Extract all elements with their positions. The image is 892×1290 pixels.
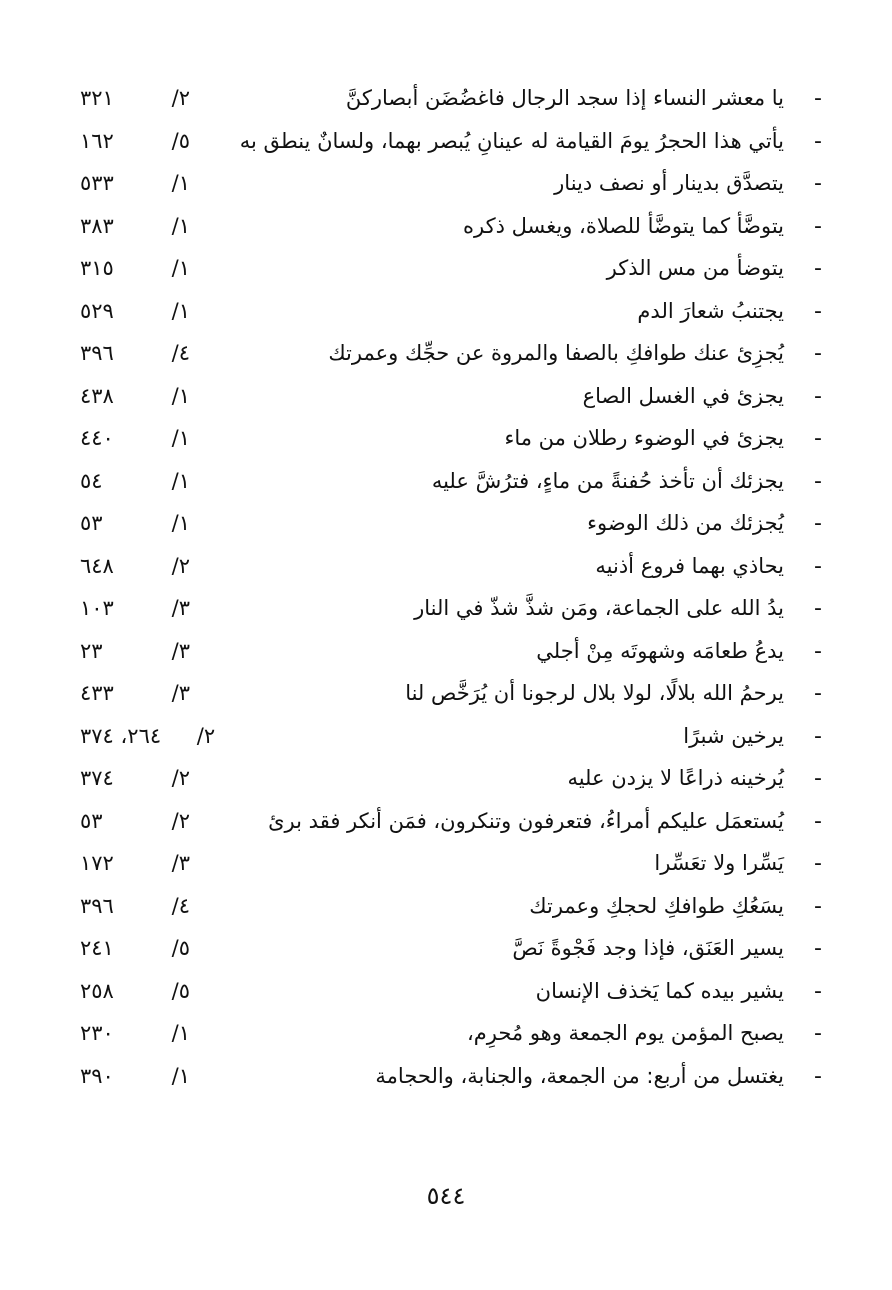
reference-page: ٢٦٤، ٣٧٤ bbox=[80, 723, 162, 748]
reference-page: ٣١٥ bbox=[80, 256, 114, 280]
hadith-text: يدُ الله على الجماعة، ومَن شذَّ شذّ في النار bbox=[414, 596, 784, 620]
hadith-text: يجزئ في الغسل الصاع bbox=[582, 383, 784, 408]
reference-volume: /٢ bbox=[171, 553, 190, 578]
reference bbox=[80, 507, 190, 539]
reference-volume: /١ bbox=[171, 468, 190, 493]
reference-page: ١٠٣ bbox=[80, 596, 114, 620]
index-entry bbox=[0, 333, 892, 376]
hadith-text: يُستعمَل عليكم أمراءُ، فتعرفون وتنكرون، فمَن أنكر فقد برئ bbox=[268, 808, 784, 833]
reference bbox=[80, 762, 190, 794]
reference-volume: /٢ bbox=[171, 808, 190, 833]
reference-page: ٥٣ bbox=[80, 808, 103, 833]
reference-volume: /٣ bbox=[171, 681, 190, 705]
entry-dash: - bbox=[814, 766, 822, 791]
reference-page: ٤٤٠ bbox=[80, 426, 114, 450]
index-entry bbox=[0, 418, 892, 461]
index-entry bbox=[0, 206, 892, 249]
reference bbox=[80, 125, 190, 157]
entry-dash: - bbox=[814, 256, 822, 281]
index-entry bbox=[0, 801, 892, 844]
reference-volume: /١ bbox=[171, 383, 190, 408]
hadith-text: يتوضَّأ كما يتوضَّأ للصلاة، ويغسل ذكره bbox=[463, 213, 784, 238]
reference-volume: /٣ bbox=[171, 638, 190, 663]
entry-dash: - bbox=[814, 893, 822, 919]
index-entry bbox=[0, 78, 892, 121]
reference-volume: /٥ bbox=[171, 128, 190, 153]
index-entry bbox=[0, 248, 892, 291]
reference-volume: /١ bbox=[171, 213, 190, 238]
reference-page: ٢٣٠ bbox=[80, 1021, 114, 1045]
reference-volume: /١ bbox=[171, 426, 190, 450]
reference-volume: /٥ bbox=[171, 936, 190, 960]
entry-dash: - bbox=[814, 426, 822, 451]
hadith-text: يُرخينه ذراعًا لا يزدن عليه bbox=[567, 766, 784, 790]
entry-dash: - bbox=[814, 936, 822, 961]
index-entry bbox=[0, 928, 892, 971]
index-entry bbox=[0, 546, 892, 589]
hadith-index-list bbox=[0, 78, 892, 1098]
index-entry bbox=[0, 971, 892, 1014]
index-entry bbox=[0, 886, 892, 929]
reference-page: ١٦٢ bbox=[80, 128, 114, 153]
reference bbox=[80, 550, 190, 582]
entry-dash: - bbox=[814, 128, 822, 154]
entry-dash: - bbox=[814, 468, 822, 494]
hadith-text: يشير بيده كما يَخذف الإنسان bbox=[535, 978, 784, 1003]
entry-dash: - bbox=[814, 978, 822, 1004]
reference-page: ٥٣٣ bbox=[80, 171, 114, 195]
entry-dash: - bbox=[814, 851, 822, 876]
reference-volume: /٥ bbox=[171, 978, 190, 1003]
index-entry bbox=[0, 843, 892, 886]
reference-page: ٢٣ bbox=[80, 638, 103, 663]
entry-dash: - bbox=[814, 511, 822, 536]
reference-page: ٣٨٣ bbox=[80, 213, 114, 238]
reference-page: ٤٣٣ bbox=[80, 681, 114, 705]
reference bbox=[80, 295, 190, 327]
reference bbox=[80, 635, 190, 667]
hadith-text: يتصدَّق بدينار أو نصف دينار bbox=[554, 171, 784, 195]
index-entry bbox=[0, 673, 892, 716]
index-entry bbox=[0, 121, 892, 164]
reference-volume: /١ bbox=[171, 1063, 190, 1088]
hadith-text: يُجزِئ عنك طوافكِ بالصفا والمروة عن حجِّك وعمرتك bbox=[328, 341, 784, 365]
hadith-text: يَسِّرا ولا تعَسِّرا bbox=[654, 851, 784, 875]
entry-dash: - bbox=[814, 808, 822, 834]
reference-page: ٥٣ bbox=[80, 511, 103, 535]
reference bbox=[80, 677, 190, 709]
reference bbox=[80, 890, 190, 922]
hadith-text: يُجزئك من ذلك الوضوء bbox=[587, 511, 784, 535]
reference bbox=[80, 847, 190, 879]
hadith-text: يصبح المؤمن يوم الجمعة وهو مُحرِم، bbox=[466, 1021, 784, 1045]
index-entry bbox=[0, 631, 892, 674]
page-number: ٥٤٤ bbox=[426, 1182, 466, 1210]
reference bbox=[80, 932, 190, 964]
reference-page: ٢٤١ bbox=[80, 936, 114, 960]
reference bbox=[80, 805, 190, 837]
index-entry bbox=[0, 376, 892, 419]
entry-dash: - bbox=[814, 171, 822, 196]
reference bbox=[80, 975, 190, 1007]
reference-page: ٤٣٨ bbox=[80, 383, 114, 408]
entry-dash: - bbox=[814, 596, 822, 621]
reference-volume: /٤ bbox=[171, 893, 190, 918]
hadith-text: يسير العَنَق، فإذا وجد فَجْوةً نَصَّ bbox=[512, 936, 784, 960]
entry-dash: - bbox=[814, 1021, 822, 1046]
reference bbox=[80, 252, 190, 284]
entry-dash: - bbox=[814, 383, 822, 409]
reference bbox=[80, 592, 190, 624]
hadith-text: يجتنبُ شعارَ الدم bbox=[637, 298, 784, 323]
hadith-text: يجزئك أن تأخذ حُفنةً من ماءٍ، فترُشَّ عليه bbox=[431, 468, 784, 493]
hadith-text: يرحمُ الله بلالًا، لولا بلال لرجونا أن يُرَخَّص لنا bbox=[405, 681, 784, 705]
hadith-text: يأتي هذا الحجرُ يومَ القيامة له عينانِ يُبصر بهما، ولسانٌ ينطق به bbox=[239, 128, 784, 153]
reference-page: ٣٩٦ bbox=[80, 893, 114, 918]
reference bbox=[80, 1060, 190, 1092]
hadith-text: يا معشر النساء إذا سجد الرجال فاغضُضَن أبصاركنَّ bbox=[345, 86, 784, 110]
entry-dash: - bbox=[814, 86, 822, 111]
reference-volume: /١ bbox=[171, 256, 190, 280]
hadith-text: يحاذي بهما فروع أذنيه bbox=[595, 553, 784, 578]
reference-volume: /٣ bbox=[171, 851, 190, 875]
entry-dash: - bbox=[814, 553, 822, 579]
reference-volume: /٣ bbox=[171, 596, 190, 620]
entry-dash: - bbox=[814, 638, 822, 664]
reference bbox=[80, 167, 190, 199]
reference-page: ٦٤٨ bbox=[80, 553, 114, 578]
reference bbox=[80, 465, 190, 497]
entry-dash: - bbox=[814, 723, 822, 749]
entry-dash: - bbox=[814, 1063, 822, 1089]
index-entry bbox=[0, 503, 892, 546]
hadith-text: يرخين شبرًا bbox=[683, 723, 784, 748]
index-entry bbox=[0, 758, 892, 801]
reference bbox=[80, 337, 190, 369]
reference bbox=[80, 1017, 190, 1049]
reference-volume: /٤ bbox=[171, 341, 190, 365]
index-entry bbox=[0, 291, 892, 334]
reference-page: ٥٤ bbox=[80, 468, 103, 493]
index-entry bbox=[0, 716, 892, 759]
index-entry bbox=[0, 1056, 892, 1099]
hadith-text: يسَعُكِ طوافكِ لحجكِ وعمرتك bbox=[529, 893, 784, 918]
reference-page: ٢٥٨ bbox=[80, 978, 114, 1003]
reference-volume: /٢ bbox=[171, 86, 190, 110]
reference-page: ٥٢٩ bbox=[80, 298, 114, 323]
reference-page: ٣٧٤ bbox=[80, 766, 114, 790]
index-entry bbox=[0, 461, 892, 504]
hadith-text: يدعُ طعامَه وشهوتَه مِنْ أجلي bbox=[536, 638, 784, 663]
entry-dash: - bbox=[814, 681, 822, 706]
reference bbox=[80, 82, 190, 114]
reference-volume: /٢ bbox=[171, 766, 190, 790]
reference-volume: /٢ bbox=[196, 723, 216, 748]
hadith-text: يجزئ في الوضوء رطلان من ماء bbox=[504, 426, 784, 450]
reference-page: ٣٩٠ bbox=[80, 1063, 114, 1088]
reference-page: ٣٩٦ bbox=[80, 341, 114, 365]
entry-dash: - bbox=[814, 341, 822, 366]
entry-dash: - bbox=[814, 298, 822, 324]
index-entry bbox=[0, 588, 892, 631]
hadith-text: يتوضأ من مس الذكر bbox=[606, 256, 784, 280]
entry-dash: - bbox=[814, 213, 822, 239]
reference-volume: /١ bbox=[171, 1021, 190, 1045]
reference bbox=[80, 380, 190, 412]
reference-volume: /١ bbox=[171, 511, 190, 535]
reference bbox=[80, 720, 215, 752]
index-entry bbox=[0, 163, 892, 206]
reference-page: ١٧٢ bbox=[80, 851, 114, 875]
index-entry bbox=[0, 1013, 892, 1056]
reference-volume: /١ bbox=[171, 298, 190, 323]
reference-volume: /١ bbox=[171, 171, 190, 195]
reference-page: ٣٢١ bbox=[80, 86, 114, 110]
hadith-text: يغتسل من أربع: من الجمعة، والجنابة، والحجامة bbox=[375, 1063, 784, 1088]
reference bbox=[80, 422, 190, 454]
reference bbox=[80, 210, 190, 242]
